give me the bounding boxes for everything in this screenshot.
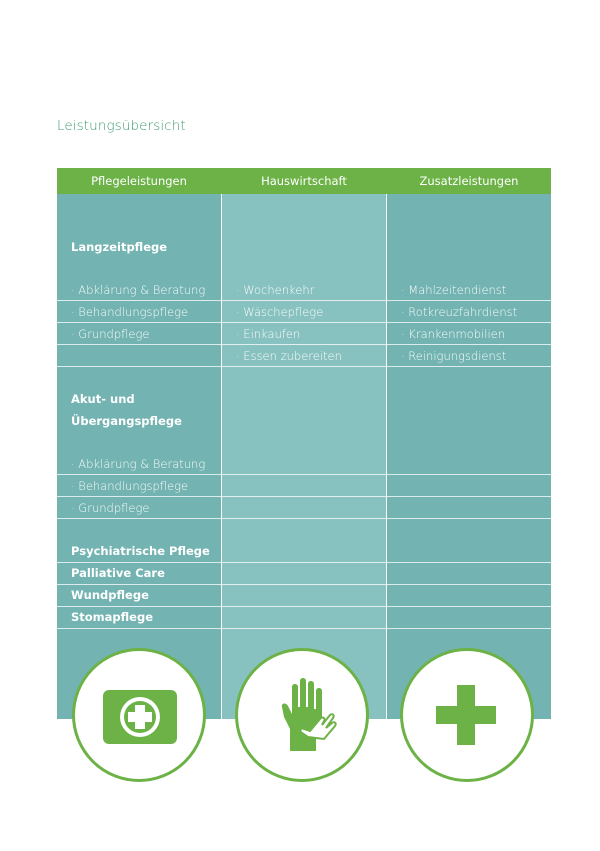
section-title-akut-line1: Akut- und <box>71 392 135 406</box>
row-divider <box>57 518 551 519</box>
services-table <box>57 168 551 719</box>
column-header-pflegeleistungen: Pflegeleistungen <box>91 174 187 188</box>
list-item: · Behandlungspflege <box>71 305 189 319</box>
row-divider <box>57 300 551 301</box>
list-item: · Grundpflege <box>71 327 150 341</box>
page-title: Leistungsübersicht <box>57 118 186 134</box>
list-item: · Behandlungspflege <box>71 479 189 493</box>
list-item: · Essen zubereiten <box>236 349 342 363</box>
service-palliative-care: Palliative Care <box>71 566 165 580</box>
column-zusatzleistungen <box>387 194 551 719</box>
row-divider <box>57 366 551 367</box>
list-item: · Wochenkehr <box>236 283 315 297</box>
list-item: · Wäschepflege <box>236 305 324 319</box>
plus-cross-icon <box>400 648 534 782</box>
row-divider <box>57 322 551 323</box>
column-divider <box>221 194 222 719</box>
list-item: · Rotkreuzfahrdienst <box>401 305 518 319</box>
row-divider <box>57 496 551 497</box>
list-item: · Einkaufen <box>236 327 301 341</box>
caring-hands-icon <box>235 648 369 782</box>
service-psychiatrische-pflege: Psychiatrische Pflege <box>71 544 210 558</box>
list-item: · Krankenmobilien <box>401 327 506 341</box>
table-header <box>57 168 551 194</box>
list-item: · Mahlzeitendienst <box>401 283 507 297</box>
column-header-hauswirtschaft: Hauswirtschaft <box>261 174 347 188</box>
column-divider <box>386 194 387 719</box>
row-divider <box>57 474 551 475</box>
column-hauswirtschaft <box>222 194 386 719</box>
column-header-zusatzleistungen: Zusatzleistungen <box>419 174 519 188</box>
list-item: · Abklärung & Beratung <box>71 457 206 471</box>
first-aid-kit-icon <box>72 648 206 782</box>
service-stomapflege: Stomapflege <box>71 610 154 624</box>
section-title-akut-line2: Übergangspflege <box>71 414 182 428</box>
row-divider <box>57 628 551 629</box>
list-item: · Abklärung & Beratung <box>71 283 206 297</box>
service-wundpflege: Wundpflege <box>71 588 149 602</box>
list-item: · Reinigungsdienst <box>401 349 507 363</box>
section-title-langzeitpflege: Langzeitpflege <box>71 240 168 254</box>
list-item: · Grundpflege <box>71 501 150 515</box>
row-divider <box>57 344 551 345</box>
